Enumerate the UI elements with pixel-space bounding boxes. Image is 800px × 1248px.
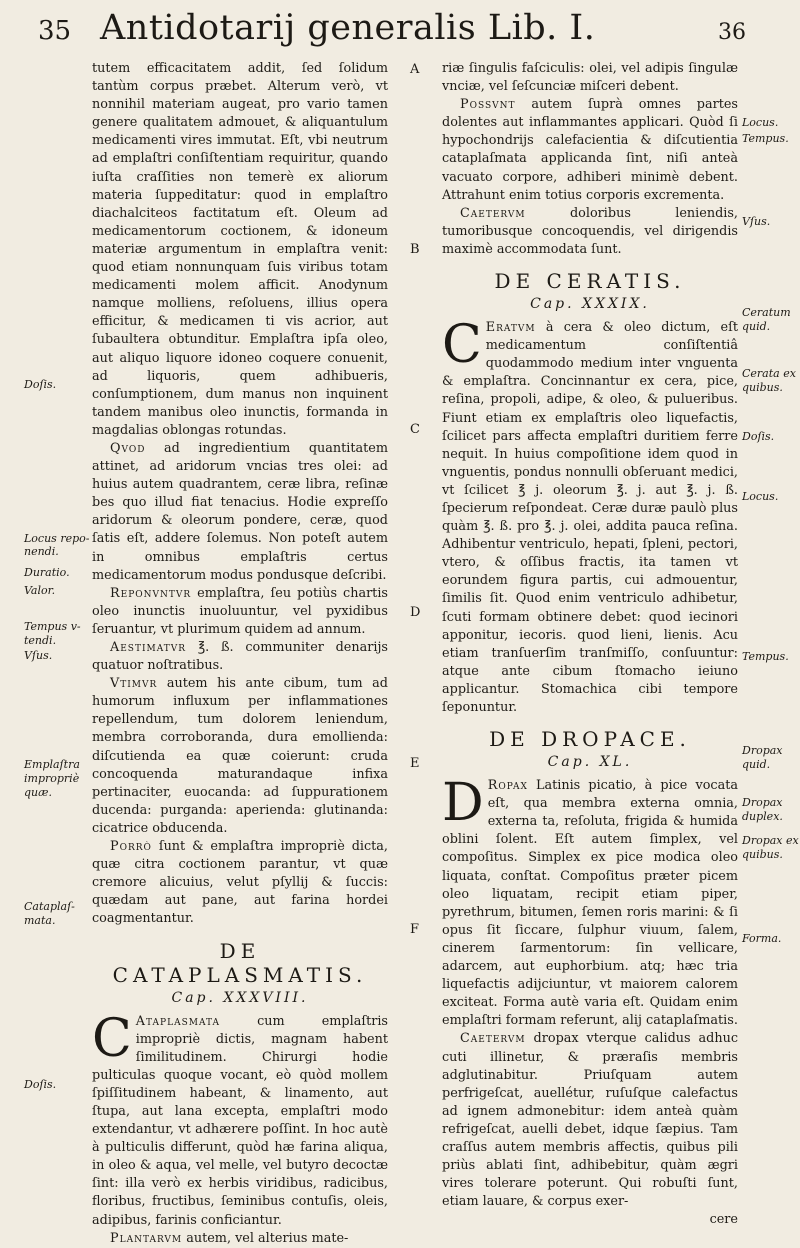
margin-note: Valor.	[24, 584, 56, 597]
margin-note: quibus.	[742, 381, 783, 394]
margin-note: quid.	[742, 758, 771, 771]
margin-letter: E	[410, 756, 420, 771]
left-column	[92, 60, 388, 1248]
margin-note: Cerata ex	[742, 367, 796, 380]
paragraph-text: dropax vterque calidus adhuc cuti illinetur, & præraſis membris adglutinabitur. Priuſquam autem perfrigeſcat, auellétur, ruſuſque calefactus ad ignem admonebitur: idem anteà quàm refrigeſcat, auelli debet, idque ſæpius. Tam craſſus autem membris affectis, quibus pili priùs ablati ſint, adhibebitur, quàm ægri vires tolerare poterunt. Qui robuſti ſunt, etiam lauare, & corpus exer-	[442, 1031, 738, 1210]
margin-note: Ceratum	[742, 306, 791, 319]
chapter-number: Cap. XL.	[547, 754, 633, 771]
margin-note: quæ.	[24, 786, 52, 799]
paragraph	[92, 639, 388, 675]
paragraph	[92, 675, 388, 838]
margin-note: Vſus.	[742, 215, 771, 228]
paragraph	[442, 205, 738, 259]
running-title: Antidotarij generalis Lib. I.	[100, 8, 596, 48]
paragraph-lead: Reponvntvr	[110, 585, 192, 601]
paragraph-text: emplaſtra, ſeu potiùs chartis oleo inunctis inuoluuntur, vel pyxidibus ſeruantur, vt plurimum quidem ad annum.	[92, 585, 388, 637]
chapter-number: Cap. XXXVIII.	[171, 989, 309, 1006]
margin-note: Dropax ex	[742, 834, 799, 847]
paragraph-text: à cera & oleo dictum, eſt medicamentum conſiſtentiâ quodammodo medium inter vnguenta & emplaſtra. Concinnantur ex cera, pice, reſina, propoli, adipe, & oleo, & pulueribus. Fiunt etiam ex emplaſtris oleo liquefactis, ſcilicet pars affecta emplaſtri duritiem ferre nequit. In huius compoſitione idem quod in vnguentis, pondus nonnulli obſeruant medici, vt ſcilicet ℥ j. oleorum ℥. j. aut ℥. j. ß. ſpecierum reſpondeat. Ceræ duræ paulò plus quàm ℥. ß. pro ℥. j. olei, addita pauca reſina. Adhibentur ventriculo, hepati, ſpleni, pectori, vtero, & oſſibus fractis, ita tamen vt eorundem figura partis, cui admouentur, ſimilis ſit. Quod enim ventriculo adhibetur, ſcuti formam obtinere debet: quod iecinori apponitur, iecoris. quod lieni, lienis. Acu etiam tranſuerſim tranſmiſſo, conſuuntur: atque ante cibum ſtomacho ieiuno applicantur. Stomachica cibi tempore ſeponuntur.	[442, 320, 738, 715]
margin-note: tendi.	[24, 634, 57, 647]
margin-note: impropriè	[24, 772, 80, 785]
margin-note: quibus.	[742, 848, 783, 861]
paragraph-lead: Qvod	[110, 440, 146, 456]
paragraph: riæ ſingulis faſciculis: olei, vel adipis ſingulæ vnciæ, vel ſeſcunciæ miſceri debent.	[442, 61, 738, 95]
margin-note: Doſis.	[24, 1078, 57, 1091]
paragraph-text: autem his ante cibum, tum ad humorum influxum per inflammationes repellendum, tum dolorem leniendum, membra corroboranda, dura emollienda: diſcutienda ea quæ coierunt: cruda concoquenda maturandaque infixa pertinaciter, euocanda: ad ſuppurationem ducenda: purganda: aperienda: glutinanda: cicatrice obducenda.	[92, 676, 388, 836]
paragraph	[442, 773, 738, 1030]
margin-letter: D	[410, 605, 421, 620]
paragraph-text: autem ſuprà omnes partes dolentes aut inflammantes applicari. Quòd ſi hypochondrijs calefacientia & diſcutientia cataplaſmata applicanda ſint, niſi anteà vacuato corpore, adhiberi minimè debent. Attrahunt enim totius corporis excrementa.	[442, 97, 738, 203]
margin-note: nendi.	[24, 545, 59, 558]
margin-note: Vſus.	[24, 649, 53, 662]
margin-note: quid.	[742, 320, 771, 333]
section-heading: DE DROPACE.	[489, 727, 691, 752]
paragraph-lead: Caetervm	[460, 1031, 526, 1047]
section-heading: DE CATAPLASMATIS.	[112, 938, 368, 987]
margin-note: Cataplaſ-	[24, 900, 75, 913]
paragraph-text: ad ingredientium quantitatem attinet, ad aridorum vncias tres olei: ad huius autem quadrantem, ceræ libra, reſinæ bes quo illud fiat tenacius. Hodie expreſſo aridorum & oleorum pondere, ceræ, quod ſatis eſt, addere ſolemus. Non poteſt autem in omnibus emplaſtris certus medicamentorum modus pondusque deſcribi.	[92, 440, 388, 583]
margin-note: Tempus v-	[24, 620, 81, 633]
margin-note: Tempus.	[742, 650, 789, 663]
margin-note: Tempus.	[742, 132, 789, 145]
chapter-number: Cap. XXXIX.	[530, 296, 650, 313]
paragraph-lead: Aestimatvr	[110, 640, 187, 655]
section-heading: DE CERATIS.	[494, 269, 686, 294]
margin-note: Dropax	[742, 744, 783, 757]
right-column	[442, 60, 738, 1229]
margin-note: Duratio.	[24, 566, 70, 579]
catchword: cere	[709, 1212, 738, 1228]
paragraph-text: Latinis picatio, à pice vocata eſt, qua membra externa omnia, externa ta, reſoluta, frigida & humida oblini ſolent. Eſt autem ſimplex, vel compoſitus. Simplex ex pice modica oleo liquata, conſtat. Compoſitus præter picem oleo liquatam, recipit etiam piper, pyrethrum, bitumen, ſemen roris marini: & ſi opus ſit ſiccare, ſulphur viuum, ſalem, cinerem ſarmentorum: ſin vellicare, adarcem, aut euphorbium. atq; hæc tria liquefactis adijciuntur, vt maiorem calorem exciteat. Forma autè varia eſt. Quidam enim emplaſtri formam referunt, alij cataplaſmatis.	[442, 778, 738, 1029]
paragraph-lead: Possvnt	[460, 97, 516, 113]
margin-letter: B	[410, 242, 420, 257]
paragraph-lead: Vtimvr	[110, 676, 158, 692]
paragraph-lead: Plantarvm	[110, 1230, 183, 1246]
margin-note: Locus.	[742, 490, 779, 503]
paragraph-text: autem, vel alterius mate-	[182, 1230, 349, 1246]
paragraph	[92, 1230, 388, 1248]
running-header	[0, 6, 800, 56]
paragraph-text: ſunt & emplaſtra impropriè dicta, quæ citra coctionem parantur, vt quæ cremore alicuius, velut pſyllij & ſuccis: quædam aut pane, aut farina hordei coagmentantur.	[92, 839, 388, 927]
margin-letter: C	[410, 422, 420, 437]
margin-note: Dropax	[742, 796, 783, 809]
drop-cap: C	[442, 315, 482, 376]
paragraph-lead: Porrò	[110, 839, 152, 855]
paragraph-text: doloribus leniendis, tumoribusque concoquendis, vel dirigendis maximè accommodata ſunt.	[442, 205, 738, 257]
page-number: 35	[38, 16, 72, 46]
margin-note: Doſis.	[742, 430, 775, 443]
margin-letter: F	[410, 922, 420, 937]
paragraph	[92, 838, 388, 928]
paragraph-text: ℥. ß. communiter denarijs quatuor noſtratibus.	[92, 640, 388, 674]
paragraph-lead: Ataplasmata	[135, 1013, 220, 1029]
margin-note: mata.	[24, 914, 56, 927]
paragraph	[442, 315, 738, 717]
drop-cap: D	[442, 773, 484, 834]
paragraph-lead: Eratvm	[485, 320, 536, 336]
paragraph-text: cum emplaſtris impropriè dictis, magnam habent ſimilitudinem. Chirurgi hodie pulticulas quoque vocant, eò quòd mollem ſpiſſitudinem habeant, & linamento, aut ſtupa, aut lana excepta, emplaſtri modo extendantur, vt adhærere poſſint. In hoc autè à pulticulis differunt, quòd hæ farina aliqua, in oleo & aqua, vel melle, vel butyro decoctæ ſint: illa verò ex herbis viridibus, radicibus, floribus, fructibus, ſeminibus contuſis, oleis, adipibus, farinis conficiantur.	[92, 1013, 388, 1228]
margin-note: Doſis.	[24, 378, 57, 391]
paragraph	[442, 1030, 738, 1211]
paragraph	[92, 1008, 388, 1230]
paragraph-lead: Ropax	[487, 778, 528, 794]
paragraph	[92, 440, 388, 585]
margin-note: Emplaſtra	[24, 758, 80, 771]
margin-note: Locus repo-	[24, 532, 90, 545]
margin-letter: A	[410, 62, 420, 77]
paragraph: tutem efficacitatem addit, ſed ſolidum tantùm corpus præbet. Alterum verò, vt nonnihil materiam augeat, pro vario tamen genere qualitatem admouet, & aliquantulum medicamenti vires immutat. Eſt, vbi neutrum ad emplaſtri conſiſtentiam requiritur, quando iuſta craſſities non temerè ex aliorum materia ſuppeditatur: quod in emplaſtro diachalciteos factitatum eſt. Oleum ad medicamentorum coctionem, & idoneum materiæ argumentum in emplaſtra venit: quod etiam nonnunquam ſuis viribus totam medicamenti molem afficit. Anodynum namque molliens, reſoluens, illius opera efficitur, & medicamen ti vis acrior, aut ſubaultera obtunditur. Emplaſtra ipſa oleo, aut aliquo liquore idoneo coquere conuenit, ad liquoris, quem adhibueris, conſumptionem, dum manus non inquinent tandem manibus oleo inunctis, formanda in magdalias oblongas rotundas.	[92, 61, 388, 438]
margin-note: Locus.	[742, 116, 779, 129]
margin-note: duplex.	[742, 810, 783, 823]
drop-cap: C	[92, 1008, 132, 1069]
margin-note: Forma.	[742, 932, 782, 945]
folio-number: 36	[718, 20, 746, 45]
paragraph-lead: Caetervm	[460, 205, 526, 221]
paragraph	[92, 585, 388, 639]
paragraph	[442, 96, 738, 205]
